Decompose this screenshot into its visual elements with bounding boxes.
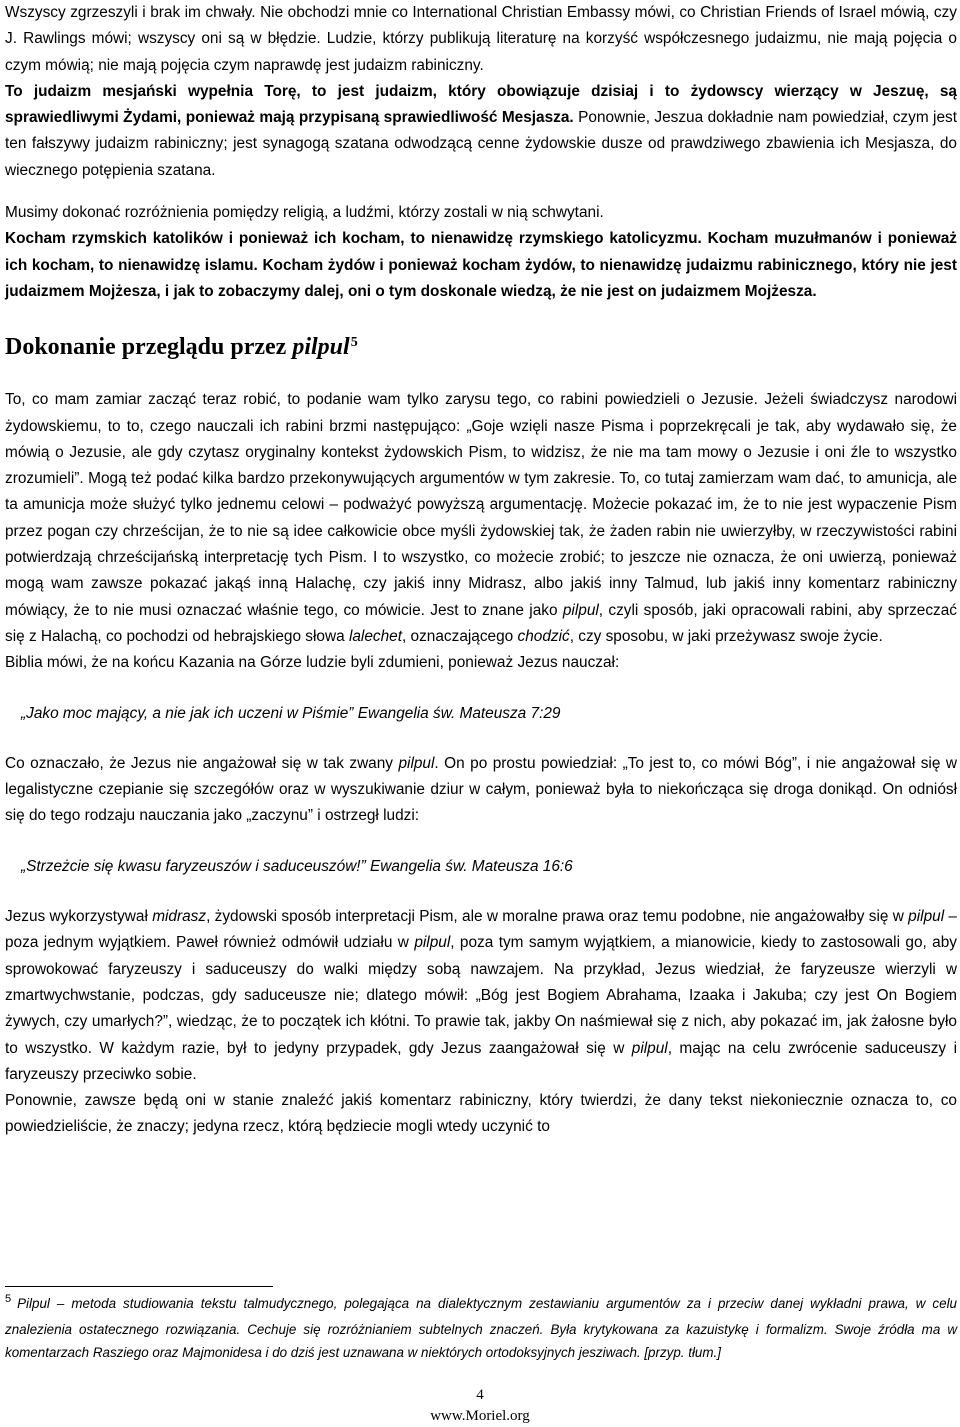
paragraph-7: [5, 904, 957, 1088]
scripture-quote: „Jako moc mający, a nie jak ich uczeni w Piśmie” Ewangelia św. Mateusza 7:29: [21, 704, 561, 722]
paragraph-text: , poza tym samym wyjątkiem, a mianowicie, kiedy to zastosowali go, aby sprowokować faryzeuszy i saduceuszy do walki między sobą nawzajem. Na przykład, Jezus wiedział, że faryzeusze wierzyli w zmartwychwstanie, podczas, gdy saduceusze nie; dlatego mówił: „Bóg jest Bogiem Abrahama, Izaaka i Jakuba; czy jest On Bogiem żywych, czy umarłych?”, wiedząc, że to początek ich kłótni. To prawie tak, jakby On naśmiewał się z nich, aby pokazać im, jak żałosne było to wszystko. W każdym razie, był to jedyny przypadek, gdy Jezus zaangażował się w: [5, 934, 957, 1057]
italic-term: pilpul: [908, 908, 945, 926]
paragraph-text: To, co mam zamiar zacząć teraz robić, to podanie wam tylko zarysu tego, co rabini powiedzieli o Jezusie. Jeżeli świadczysz narodowi żydowskiemu, to to, czego nauczali ich rabini brzmi następująco: „Goje wzięli nasze Pisma i poprzekręcali je tak, aby wydawało się, że mówią o Jezusie, ale gdy czytasz oryginalny kontekst żydowskich Pism, to widzisz, że nie ma tam mowy o Jezusie i oni źle to wszystko zrozumieli”. Mogą też podać kilka bardzo przekonywujących argumentów w tym zakresie. To, co tutaj zamierzam wam dać, to amunicja, ale ta amunicja może służyć tylko jednemu celowi ‒ podważyć powyższą argumentację. Możecie pokazać im, że to nie jest wypaczenie Pism przez pogan czy chrześcijan, że to nie są idee całkowicie obce myśli żydowskiej tak, że żaden rabin nie uwierzyłby, w rzeczywistości rabini potwierdzają chrześcijańską interpretację tych Pism. I to wszystko, co możecie zrobić; to jeszcze nie oznacza, że oni uwierzą, ponieważ mogą wam zawsze pokazać jakąś inną Halachę, czy jakiś inny Midrasz, albo jakiś inny Talmud, lub jakiś inny komentarz rabiniczny mówiący, że to nie musi oznaczać właśnie tego, co mówicie. Jest to znane jako: [5, 391, 957, 619]
scripture-quote: „Strzeżcie się kwasu faryzeuszów i saduceuszów!” Ewangelia św. Mateusza 16:6: [21, 857, 573, 875]
footnote-number: 5: [5, 1293, 12, 1305]
paragraph-text: Ponownie, zawsze będą oni w stanie znaleźć jakiś komentarz rabiniczny, który twierdzi, że dany tekst niekoniecznie oznacza to, co powiedzieliście, że znaczy; jedyna rzecz, którą będziecie mogli wtedy uczynić to: [5, 1092, 957, 1136]
paragraph-6: [5, 751, 957, 830]
paragraph-text: Musimy dokonać rozróżnienia pomiędzy religią, a ludźmi, którzy zostali w nią schwytani.: [5, 204, 604, 222]
italic-term: pilpul: [398, 754, 435, 772]
paragraph-text: Ponownie, Jeszua dokładnie nam powiedział, czym jest ten fałszywy judaizm rabiniczny; jest synagogą szatana odwodzącą cenne żydowskie dusze od prawdziwego zbawienia ich Mesjasza, do wiecznego potępienia szatana.: [5, 109, 958, 179]
bold-statement: Kocham rzymskich katolików i ponieważ ich kocham, to nienawidzę rzymskiego katolicyzmu. Kocham muzułmanów i ponieważ ich kocham, to nienawidzę islamu. Kocham żydów i ponieważ kocham żydów, to nienawidzę judaizmu rabinicznego, który nie jest judaizmem Mojżesza, i jak to zobaczymy dalej, oni o tym doskonale wiedzą, że nie jest on judaizmem Mojżesza.: [5, 230, 957, 300]
italic-term: midrasz: [152, 908, 207, 926]
italic-term: lalechet: [348, 627, 402, 645]
heading-text: Dokonanie przeglądu przez: [5, 334, 293, 361]
paragraph-5: [5, 650, 957, 676]
paragraph-2: [5, 79, 957, 184]
paragraph-text: Co oznaczało, że Jezus nie angażował się w tak zwany: [5, 754, 399, 772]
paragraph-8: [5, 1088, 957, 1141]
paragraph-3: [5, 200, 957, 305]
italic-term: pilpul: [414, 934, 451, 952]
paragraph-text: . On po prostu powiedział: „To jest to, co mówi Bóg”, i nie angażował się w legalistyczne czepianie się szczegółów oraz w wyszukiwanie dziur w całym, ponieważ była to niekończąca się droga donikąd. On odniósł się do tego rodzaju nauczania jako „zaczynu” i ostrzegł ludzi:: [5, 754, 957, 825]
paragraph-text: , czy sposobu, w jaki przeżywasz swoje życie.: [569, 627, 883, 645]
heading-italic-term: pilpul: [292, 334, 350, 361]
paragraph-text: , żydowski sposób interpretacji Pism, ale w moralne prawa oraz temu podobne, nie angażowałby się w: [206, 908, 909, 926]
paragraph-text: Jezus wykorzystywał: [5, 908, 153, 926]
paragraph-text: Biblia mówi, że na końcu Kazania na Górze ludzie byli zdumieni, ponieważ Jezus nauczał:: [5, 654, 620, 672]
paragraph-text: , mając na celu zwrócenie saduceuszy i faryzeuszy przeciwko sobie.: [5, 1039, 957, 1083]
site-url: www.Moriel.org: [430, 1408, 530, 1424]
paragraph-text: , oznaczającego: [402, 627, 518, 645]
paragraph-text: , czyli sposób, jaki opracowali rabini, aby sprzeczać się z Halachą, co pochodzi od hebrajskiego słowa: [5, 601, 957, 645]
section-heading: [5, 333, 957, 365]
bold-statement: To judaizm mesjański wypełnia Torę, to jest judaizm, który obowiązuje dzisiaj i to żydowscy wierzący w Jeszuę, są sprawiedliwymi Żydami, ponieważ mają przypisaną sprawiedliwość Mesjasza.: [5, 82, 957, 127]
paragraph-1: [5, 0, 957, 79]
footnote-text: Pilpul ‒ metoda studiowania tekstu talmudycznego, polegająca na dialektycznym zestawianiu argumentów za i przeciw danej wykładni prawa, w celu znalezienia ostatecznego rozwiązania. Cechuje się rozróżnianiem subtelnych znaczeń. Była krytykowana za kazuistykę i formalizm. Swoje źródła ma w komentarzach Rasziego oraz Majmonidesa i do dziś jest uznawana w niektórych ortodoksyjnych jesziwach. [przyp. tłum.]: [5, 1296, 957, 1361]
italic-term: pilpul: [631, 1039, 668, 1057]
body-text: [5, 0, 957, 1141]
paragraph-text: Wszyscy zgrzeszyli i brak im chwały. Nie obchodzi mnie co International Christian Embassy mówi, co Christian Friends of Israel mówią, czy J. Rawlings mówi; wszyscy oni są w błędzie. Ludzie, którzy publikują literaturę na korzyść współczesnego judaizmu, nie mają pojęcia o czym mówią; nie mają pojęcia czym naprawdę jest judaizm rabiniczny.: [5, 4, 957, 74]
footnote-separator: [5, 1286, 273, 1287]
paragraph-text: ‒ poza jednym wyjątkiem. Paweł również odmówił udziału w: [5, 908, 957, 952]
footnote: [5, 1292, 957, 1365]
paragraph-4: [5, 387, 957, 650]
page-number: 4: [476, 1387, 484, 1403]
italic-term: chodzić: [517, 627, 570, 645]
italic-term: pilpul: [562, 601, 599, 619]
footnote-reference: 5: [350, 335, 358, 351]
